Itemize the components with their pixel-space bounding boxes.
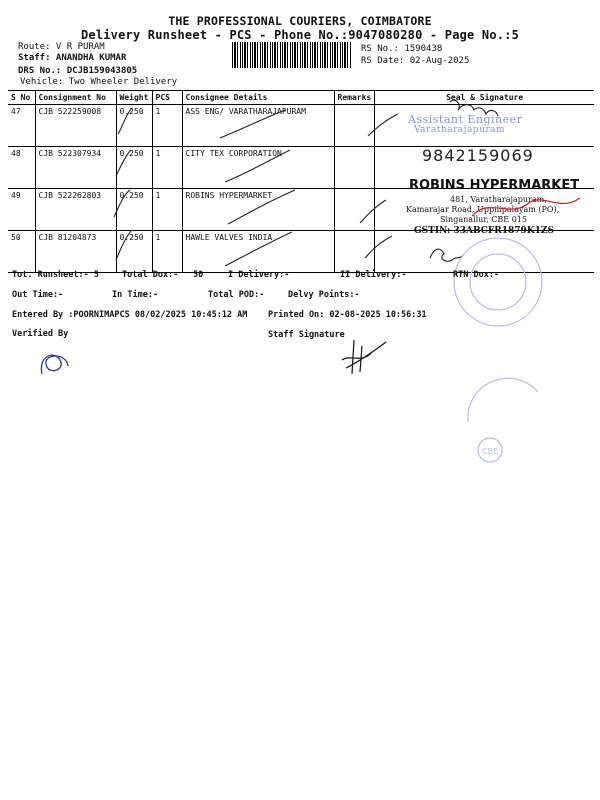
row-pcs: 1	[152, 147, 182, 189]
row-pcs: 1	[152, 189, 182, 231]
row-weight: 0.250	[116, 147, 152, 189]
tot-runsheet: Tot. Runsheet:- 5	[12, 270, 99, 280]
route: Route: V R PURAM	[18, 42, 105, 52]
rs-number: RS No.: 1590438	[361, 44, 443, 54]
assistant-engineer-stamp-place: Varatharajapuram	[414, 125, 506, 135]
printed-on: Printed On: 02-08-2025 10:56:31	[268, 310, 427, 320]
robins-stamp-addr2: Kamarajar Road, Uppilipalayam (PO),	[406, 205, 560, 214]
ii-delivery: II Delivery:-	[340, 270, 407, 280]
col-seal-signature: Seal & Signature	[375, 91, 594, 105]
col-consignee: Consignee Details	[182, 91, 334, 105]
col-consignment: Consignment No	[35, 91, 116, 105]
robins-stamp-addr3: Singanallur, CBE 015	[440, 215, 527, 224]
row-pcs: 1	[152, 105, 182, 147]
round-stamp-text: CBE	[482, 447, 499, 456]
col-weight: Weight	[116, 91, 152, 105]
row-sno: 48	[8, 147, 35, 189]
row-consignee: ASS ENG/ VARATHARAJAPURAM	[182, 105, 334, 147]
out-time: Out Time:-	[12, 290, 64, 300]
in-time: In Time:-	[112, 290, 159, 300]
row-pcs: 1	[152, 231, 182, 273]
row-consignee: ROBINS HYPERMARKET	[182, 189, 334, 231]
entered-by: Entered By :POORNIMAPCS 08/02/2025 10:45:12 AM	[12, 310, 248, 320]
row-weight: 0.250	[116, 231, 152, 273]
robins-stamp-addr1: 481, Varatharajapuram,	[450, 195, 547, 204]
row-weight: 0.250	[116, 189, 152, 231]
barcode	[232, 42, 352, 68]
verified-signature	[36, 346, 76, 380]
handwritten-phone: 9842159069	[422, 146, 534, 165]
staff: Staff: ANANDHA KUMAR	[18, 53, 127, 63]
row-sno: 50	[8, 231, 35, 273]
row-consignment: CJB 522259008	[35, 105, 116, 147]
row-sno: 47	[8, 105, 35, 147]
total-dox-value: 50	[193, 270, 204, 280]
staff-signature	[332, 334, 392, 378]
runsheet-subtitle: Delivery Runsheet - PCS - Phone No.:9047080280 - Page No.:5	[80, 28, 520, 42]
total-dox-label: Total Dox:-	[122, 270, 179, 280]
row-consignment: CJB 522262803	[35, 189, 116, 231]
assistant-engineer-stamp: Assistant Engineer	[408, 113, 523, 126]
robins-stamp-gstin: GSTIN: 33ABCFR1879K1ZS	[414, 226, 554, 236]
row-consignee: HAWLE VALVES INDIA	[182, 231, 334, 273]
vehicle: Vehicle: Two Wheeler Delivery	[20, 77, 178, 87]
round-seal-stamp	[448, 202, 558, 492]
rs-date: RS Date: 02-Aug-2025	[361, 56, 470, 66]
row-consignment: CJB 81204873	[35, 231, 116, 273]
robins-stamp-name: ROBINS HYPERMARKET	[409, 178, 580, 193]
rtn-dox: RTN Dox:-	[453, 270, 500, 280]
red-signature	[470, 190, 590, 230]
delvy-points: Delvy Points:-	[288, 290, 360, 300]
col-sno: S No	[8, 91, 35, 105]
row-consignee: CITY TEX CORPORATION	[182, 147, 334, 189]
row-weight: 0.250	[116, 105, 152, 147]
company-title: THE PROFESSIONAL COURIERS, COIMBATORE	[168, 14, 432, 28]
col-remarks: Remarks	[334, 91, 375, 105]
staff-signature-label: Staff Signature	[268, 330, 345, 340]
i-delivery: I Delivery:-	[228, 270, 290, 280]
drs-number: DRS No.: DCJB159043805	[18, 66, 138, 76]
row-sno: 49	[8, 189, 35, 231]
total-pod: Total POD:-	[208, 290, 265, 300]
row-consignment: CJB 522307934	[35, 147, 116, 189]
col-pcs: PCS	[152, 91, 182, 105]
verified-by: Verified By	[12, 329, 69, 339]
